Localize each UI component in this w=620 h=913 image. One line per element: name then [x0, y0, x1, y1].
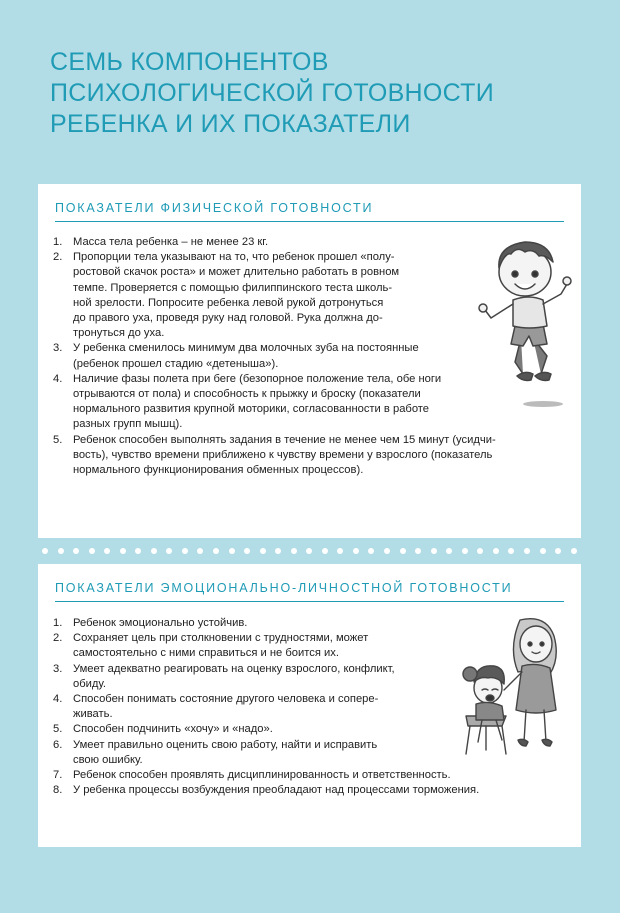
emotional-readiness-card [38, 564, 581, 847]
item-text: У ребенка сменилось минимум два молочных зуба на постоянные (ребенок прошел стадию «детеныша»). [73, 342, 419, 370]
comforting-girls-icon [448, 610, 573, 760]
list-item [53, 433, 563, 479]
item-text: Умеет правильно оценить свою работу, найти и исправить свою ошибку. [73, 738, 378, 766]
heading-divider [55, 221, 564, 222]
item-number: 5. [53, 433, 63, 446]
item-number: 3. [53, 662, 63, 675]
item-number: 7. [53, 769, 63, 782]
page-title: СЕМЬ КОМПОНЕНТОВ ПСИХОЛОГИЧЕСКОЙ ГОТОВНОСТИ РЕБЕНКА И ИХ ПОКАЗАТЕЛИ [50, 48, 495, 138]
item-number: 3. [53, 342, 63, 355]
list-item [53, 768, 563, 783]
item-number: 6. [53, 738, 63, 751]
emotional-readiness-heading: ПОКАЗАТЕЛИ ЭМОЦИОНАЛЬНО-ЛИЧНОСТНОЙ ГОТОВНОСТИ [55, 581, 513, 595]
physical-readiness-card [38, 184, 581, 538]
item-text: Наличие фазы полета при беге (безопорное положение тела, обе ноги отрываются от пола) и способность к прыжку и броску (показатели нормального развития крупной моторики, согласованности в работе разных групп мышц). [73, 372, 442, 431]
item-text: Ребенок эмоционально устойчив. [73, 617, 248, 629]
item-number: 2. [53, 632, 63, 645]
item-text: Ребенок способен проявлять дисциплинированность и ответственность. [73, 769, 451, 782]
item-text: У ребенка процессы возбуждения преобладают над процессами торможения. [73, 784, 480, 797]
item-number: 4. [53, 372, 63, 385]
item-text: Сохраняет цель при столкновении с трудностями, может самостоятельно с ними справиться и не боится их. [73, 632, 369, 660]
heading-divider [55, 601, 564, 602]
item-text: Способен понимать состояние другого человека и сопере- живать. [73, 693, 379, 721]
item-text: Масса тела ребенка – не менее 23 кг. [73, 236, 269, 248]
item-number: 2. [53, 251, 63, 264]
jumping-boy-icon [463, 234, 575, 414]
item-number: 8. [53, 784, 63, 797]
item-number: 1. [53, 236, 63, 248]
item-text: Умеет адекватно реагировать на оценку взрослого, конфликт, обиду. [73, 662, 395, 690]
item-text: Ребенок способен выполнять задания в течение не менее чем 15 минут (усидчи- вость), чувство времени приближено к чувству времени у взрослого (показатель нормального функционирования обменных процессов). [73, 433, 496, 477]
item-text: Пропорции тела указывают на то, что ребенок прошел «полу- ростовой скачок роста» и может длительно работать в ровном темпе. Проверяется с помощью филиппинского теста школь- ной зрелости. Попросите ребенка левой рукой дотронуться до правого уха, проведя руку над головой. Рука должна до- тронуться до уха. [73, 251, 400, 340]
item-number: 5. [53, 723, 63, 736]
physical-readiness-heading: ПОКАЗАТЕЛИ ФИЗИЧЕСКОЙ ГОТОВНОСТИ [55, 201, 374, 215]
list-item [53, 783, 563, 798]
dotted-separator [38, 548, 581, 554]
item-number: 4. [53, 693, 63, 706]
item-text: Способен подчинить «хочу» и «надо». [73, 723, 273, 736]
item-number: 1. [53, 617, 63, 629]
